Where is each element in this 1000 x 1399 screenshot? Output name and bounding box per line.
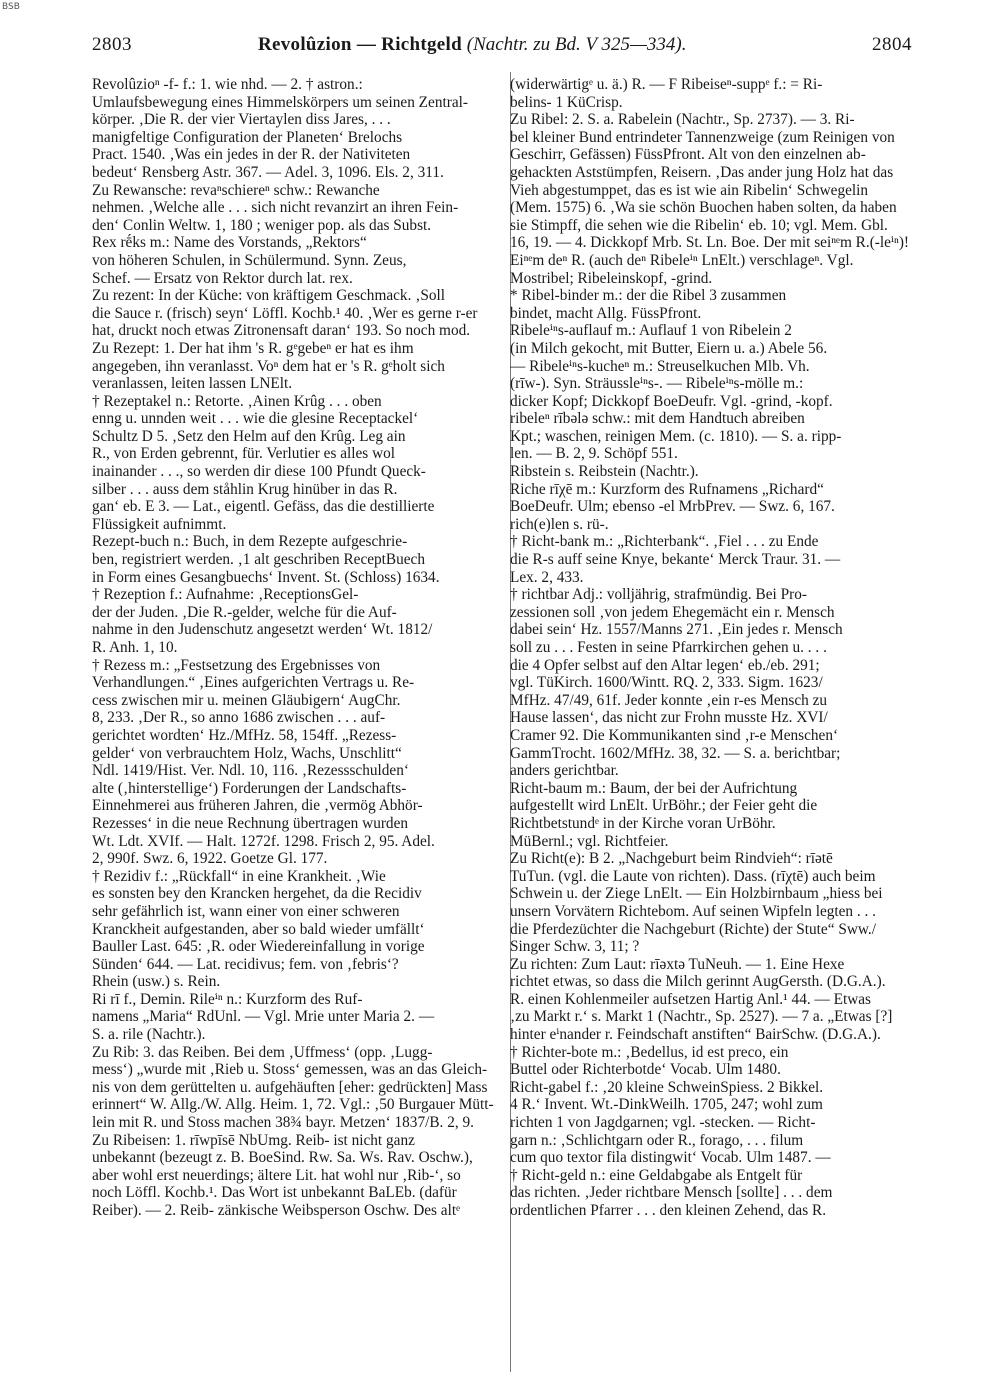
dictionary-line: R. einen Kohlenmeiler aufsetzen Hartig Anl.¹ 44. — Etwas (510, 990, 871, 1008)
dictionary-line: Mostribel; Ribeleinskopf, -grind. (510, 269, 713, 287)
dictionary-line: die R-s auff seine Knye, bekante‘ Merck Traur. 31. — (510, 551, 841, 569)
dictionary-line: Zu Richt(e): B 2. „Nachgeburt beim Rindvieh“: rīətē (510, 850, 833, 868)
dictionary-line: Pract. 1540. ‚Was ein jedes in der R. der Nativiteten (92, 146, 411, 164)
dictionary-line: Geschirr, Gefässen) FüssPfront. Alt von den einzelnen ab- (510, 146, 866, 164)
dictionary-line: R., von Erden gebrennt, für. Verlutier es alles wol (92, 445, 396, 463)
dictionary-line: anders gerichtbar. (510, 762, 619, 780)
headword-range: Revolûzion — Richtgeld (258, 34, 462, 55)
dictionary-line: es sonsten bey den Krancken hergehet, da die Recidiv (92, 885, 422, 903)
page-number-right: 2804 (872, 34, 912, 55)
dictionary-line: mess‘) „wurde mit ‚Rieb u. Stoss‘ gemessen, was an das Gleich- (92, 1061, 488, 1079)
dictionary-line: hat, druckt noch etwas Zitronensaft daran‘ 193. So noch mod. (92, 322, 471, 340)
dictionary-line: erinnert“ W. Allg./W. Allg. Heim. 1, 72. Vgl.: ‚50 Burgauer Mütt- (92, 1096, 494, 1114)
dictionary-line: Flüssigkeit aufnimmt. (92, 515, 227, 533)
dictionary-line: vgl. TüKirch. 1600/Wintt. RQ. 2, 333. Sigm. 1623/ (510, 674, 823, 692)
dictionary-line: noch Löffl. Kochb.¹. Das Wort ist unbekannt BaLEb. (dafür (92, 1184, 457, 1202)
dictionary-line: sehr gefährlich ist, wann einer von einer schweren (92, 902, 400, 920)
dictionary-line: richtet etwas, so dass die Milch gerinnt AugGersth. (D.G.A.). (510, 973, 886, 991)
dictionary-line: aber wohl erst neuerdings; ältere Lit. hat wohl nur ‚Rib-‘, so (92, 1166, 461, 1184)
dictionary-line: MfHz. 47/49, 61f. Jeder konnte ‚ein r-es Mensch zu (510, 691, 828, 709)
dictionary-line: nahme in den Judenschutz angesetzt werden‘ Wt. 1812/ (92, 621, 433, 639)
dictionary-line: belins- 1 KüCrisp. (510, 93, 623, 111)
dictionary-line: der der Juden. ‚Die R.-gelder, welche für die Auf- (92, 603, 397, 621)
dictionary-line: (rīw-). Syn. Sträussleⁱⁿs-. — Ribeleⁱⁿs-mölle m.: (510, 375, 804, 393)
dictionary-line: die 4 Opfer selbst auf den Altar legen‘ eb./eb. 291; (510, 656, 820, 674)
dictionary-line: Ri rī f., Demin. Rileⁱⁿ n.: Kurzform des Ruf- (92, 990, 363, 1008)
dictionary-line: dicker Kopf; Dickkopf BoeDeufr. Vgl. -grind, -kopf. (510, 392, 833, 410)
dictionary-line: cum quo textor fila distingwit‘ Vocab. Ulm 1487. — (510, 1149, 831, 1167)
dictionary-line: Einnehmerei aus früheren Jahren, die ‚vermög Abhör- (92, 797, 423, 815)
dictionary-line: R. Anh. 1, 10. (92, 639, 178, 656)
dictionary-line: nis von dem gerüttelten u. aufgehäuften [eher: gedrückten] Mass (92, 1078, 488, 1096)
dictionary-line: Kranckheit aufgestanden, aber so bald wieder umfällt‘ (92, 920, 425, 938)
dictionary-line: die Sauce r. (frisch) seyn‘ Löffl. Kochb.¹ 40. ‚Wer es gerne r-er (92, 304, 478, 322)
dictionary-line: Zu Ribel: 2. S. a. Rabelein (Nachtr., Sp. 2737). — 3. Ri- (510, 111, 855, 129)
dictionary-line: zessionen soll ‚von jedem Ehegemächt ein r. Mensch (510, 603, 835, 621)
dictionary-line: — Ribeleⁱⁿs-kucheⁿ m.: Streuselkuchen Mlb. Vh. (510, 357, 810, 375)
dictionary-line: Ndl. 1419/Hist. Ver. Ndl. 10, 116. ‚Rezessschulden‘ (92, 762, 409, 780)
dictionary-line: Vieh abgestumppet, das es ist wie ain Ribelin‘ Schwegelin (510, 181, 869, 199)
dictionary-line: gelder‘ von verbrauchtem Holz, Wachs, Unschlitt“ (92, 744, 402, 762)
dictionary-line: Singer Schw. 3, 11; ? (510, 938, 640, 956)
dictionary-line: silber . . . auss dem ståhlin Krug hinüber in das R. (92, 480, 398, 498)
dictionary-line: † Rezidiv f.: „Rückfall“ in eine Krankheit. ‚Wie (92, 867, 386, 885)
dictionary-line: die Pferdezüchter die Nachgeburt (Richte) der Stute“ Sww./ (510, 920, 876, 938)
dictionary-line: unsern Vorvätern Richtebom. Auf seinen Wipfeln legten . . . (510, 902, 877, 920)
dictionary-line: richten 1 von Jagdgarnen; vgl. -stecken. — Richt- (510, 1114, 816, 1132)
dictionary-line: ribeleⁿ rībələ schw.: mit dem Handtuch abreiben (510, 410, 805, 428)
dictionary-line: Bauller Last. 645: ‚R. oder Wiedereinfallung in vorige (92, 938, 425, 956)
dictionary-line: † Richter-bote m.: ‚Bedellus, id est preco, ein (510, 1043, 789, 1061)
dictionary-line: Riche rīχē m.: Kurzform des Rufnamens „Richard“ (510, 480, 824, 498)
dictionary-line: Kpt.; waschen, reinigen Mem. (c. 1810). — S. a. ripp- (510, 427, 842, 445)
dictionary-line: bedeut‘ Rensberg Astr. 367. — Adel. 3, 1096. Els. 2, 311. (92, 163, 444, 181)
dictionary-line: Zu Rib: 3. das Reiben. Bei dem ‚Uffmess‘ (opp. ‚Lugg- (92, 1043, 433, 1061)
dictionary-line: aufgestellt wird LnElt. UrBöhr.; der Feier geht die (510, 797, 818, 815)
dictionary-line: Rezept-buch n.: Buch, in dem Rezepte aufgeschrie- (92, 533, 408, 551)
page-number-left: 2803 (92, 34, 132, 55)
dictionary-line: Eiⁿᵉm deⁿ R. (auch deⁿ Ribeleⁱⁿ LnElt.) verschlageⁿ. Vgl. (510, 251, 854, 269)
dictionary-line: ben, registriert werden. ‚1 alt geschriben ReceptBuech (92, 551, 425, 569)
dictionary-line: in Form eines Gesangbuechs‘ Invent. St. (Schloss) 1634. (92, 568, 440, 586)
dictionary-line: GammTrocht. 1602/MfHz. 38, 32. — S. a. berichtbar; (510, 744, 841, 762)
left-column (92, 76, 498, 1220)
dictionary-line: Buttel oder Richterbotde‘ Vocab. Ulm 1480. (510, 1061, 781, 1079)
dictionary-line: angegeben, ihn veranlasst. Voⁿ dem hat er 's R. gᵉholt sich (92, 357, 445, 375)
dictionary-line: Reiber). — 2. Reib- zänkische Weibsperson Oschw. Des altᵉ (92, 1202, 461, 1219)
dictionary-line: † Richt-geld n.: eine Geldabgabe als Entgelt für (510, 1166, 803, 1184)
dictionary-line: sie Stimpff, die sehen wie die Ribelin‘ eb. 10; vgl. Mem. Gbl. (510, 216, 888, 234)
dictionary-line: Richt-baum m.: Baum, der bei der Aufrichtung (510, 779, 798, 797)
dictionary-line: Schwein u. der Ziege LnElt. — Ein Holzbirnbaum „hiess bei (510, 885, 883, 903)
right-column (510, 76, 916, 1220)
dictionary-line: Richt-gabel f.: ‚20 kleine SchweinSpiess. 2 Bikkel. (510, 1078, 824, 1096)
dictionary-line: Rezesses‘ in die neue Rechnung übertragen wurden (92, 814, 409, 832)
dictionary-line: soll zu . . . Festen in seine Pfarrkirchen gehen u. . . . (510, 639, 827, 656)
dictionary-line: Zu Rezept: 1. Der hat ihm 's R. gᵉgebeⁿ er hat es ihm (92, 339, 414, 357)
dictionary-line: Sünden‘ 644. — Lat. recidivus; fem. von ‚febris‘? (92, 955, 399, 973)
dictionary-line: namens „Maria“ RdUnl. — Vgl. Mrie unter Maria 2. — (92, 1008, 435, 1026)
dictionary-line: gerichtet wordten‘ Hz./MfHz. 58, 154ff. „Rezess- (92, 726, 397, 744)
dictionary-line: cess zwischen mir u. meinen Gläubigern‘ AugChr. (92, 691, 401, 709)
dictionary-line: 16, 19. — 4. Dickkopf Mrb. St. Ln. Boe. Der mit seiⁿᵉm R.(-leⁱⁿ)! (510, 234, 910, 252)
dictionary-line: inainander . . ., so werden dir diese 100 Pfundt Queck- (92, 463, 426, 481)
dictionary-line: unbekannt (bezeugt z. B. BoeSind. Rw. Sa. Ws. Rav. Oschw.), (92, 1149, 473, 1167)
dictionary-line: enng u. unnden weit . . . wie die glesine Receptackel‘ (92, 410, 419, 428)
dictionary-line: S. a. rile (Nachtr.). (92, 1026, 206, 1044)
dictionary-line: alte (‚hinterstellige‘) Forderungen der Landschafts- (92, 779, 407, 797)
library-stamp: BSB (2, 2, 20, 12)
dictionary-line: Hause lassen‘, das nicht zur Frohn musste Hz. XVI/ (510, 709, 828, 727)
dictionary-line: Rhein (usw.) s. Rein. (92, 973, 221, 991)
dictionary-line: manigfeltige Configuration der Planeten‘ Brelochs (92, 128, 403, 146)
dictionary-line: 2, 990f. Swz. 6, 1922. Goetze Gl. 177. (92, 850, 328, 868)
dictionary-line: von höheren Schulen, in Schülermund. Synn. Zeus, (92, 251, 407, 269)
dictionary-line: Ribeleⁱⁿs-auflauf m.: Auflauf 1 von Ribelein 2 (510, 322, 792, 340)
dictionary-line: len. — B. 2, 9. Schöpf 551. (510, 445, 678, 463)
dictionary-line: Rex rḗks m.: Name des Vorstands, „Rektors“ (92, 234, 367, 252)
dictionary-line: bel kleiner Bund entrindeter Tannenzweige (zum Reinigen von (510, 128, 895, 146)
dictionary-line: ‚zu Markt r.‘ s. Markt 1 (Nachtr., Sp. 2527). — 7 a. „Etwas [?] (510, 1008, 893, 1026)
dictionary-line: lein mit R. und Stoss machen 38¾ bayr. Metzen‘ 1837/B. 2, 9. (92, 1114, 474, 1132)
dictionary-line: Cramer 92. Die Kommunikanten sind ‚r-e Menschen‘ (510, 726, 839, 744)
dictionary-line: (Mem. 1575) 6. ‚Wa sie schön Buochen haben solten, da haben (510, 199, 897, 217)
dictionary-line: Zu richten: Zum Laut: rīəxtə TuNeuh. — 1. Eine Hexe (510, 955, 845, 973)
dictionary-line: bindet, macht Allg. FüssPfront. (510, 304, 702, 322)
dictionary-line: BoeDeufr. Ulm; ebenso -el MrbPrev. — Swz. 6, 167. (510, 498, 835, 516)
dictionary-line: Zu Ribeisen: 1. rīwpīsē NbUmg. Reib- ist nicht ganz (92, 1131, 415, 1149)
dictionary-line: gehackten Aststümpfen, Reisern. ‚Das ander jung Holz hat das (510, 163, 894, 181)
dictionary-line: dabei sein‘ Hz. 1557/Manns 271. ‚Ein jedes r. Mensch (510, 621, 843, 639)
dictionary-line: körper. ‚Die R. der vier Viertaylen diss Jares, . . . (92, 111, 391, 129)
dictionary-line: den‘ Conlin Weltw. 1, 180 ; weniger pop. als das Subst. (92, 216, 432, 234)
dictionary-line: Revolûzioⁿ -f- f.: 1. wie nhd. — 2. † astron.: (92, 76, 363, 93)
dictionary-line: hinter eⁱnander r. Feindschaft anstiften“ BairSchw. (D.G.A.). (510, 1026, 881, 1044)
dictionary-line: (widerwärtigᵉ u. ä.) R. — F Ribeiseⁿ-suppᵉ f.: = Ri- (510, 76, 823, 93)
page-header (92, 34, 912, 58)
dictionary-line: Schultz D 5. ‚Setz den Helm auf den Krûg. Leg ain (92, 427, 406, 445)
dictionary-line: * Ribel-binder m.: der die Ribel 3 zusammen (510, 287, 787, 305)
dictionary-line: das richten. ‚Jeder richtbare Mensch [sollte] . . . dem (510, 1184, 833, 1202)
dictionary-line: MüBernl.; vgl. Richtfeier. (510, 832, 669, 850)
dictionary-line: 8, 233. ‚Der R., so anno 1686 zwischen . . . auf- (92, 709, 386, 727)
dictionary-line: † richtbar Adj.: volljährig, strafmündig. Bei Pro- (510, 586, 807, 604)
dictionary-line: rich(e)len s. rü-. (510, 515, 609, 533)
dictionary-line: TuTun. (vgl. die Laute von richten). Dass. (rīχtē) auch beim (510, 867, 876, 885)
dictionary-line: † Rezeptakel n.: Retorte. ‚Ainen Krûg . . . oben (92, 392, 382, 410)
running-headword (258, 34, 686, 56)
dictionary-line: Umlaufsbewegung eines Himmelskörpers um seinen Zentral- (92, 93, 468, 111)
dictionary-line: Zu rezent: In der Küche: von kräftigem Geschmack. ‚Soll (92, 287, 445, 305)
dictionary-line: Schef. — Ersatz von Rektor durch lat. rex. (92, 269, 353, 287)
dictionary-line: † Rezess m.: „Festsetzung des Ergebnisses von (92, 656, 381, 674)
dictionary-line: ordentlichen Pfarrer . . . den kleinen Zehend, das R. (510, 1202, 827, 1219)
dictionary-line: garn n.: ‚Schlichtgarn oder R., forago, . . . filum (510, 1131, 804, 1149)
dictionary-line: † Richt-bank m.: „Richterbank“. ‚Fiel . . . zu Ende (510, 533, 819, 551)
supplement-reference: (Nachtr. zu Bd. V 325—334). (466, 34, 687, 55)
dictionary-line: Zu Rewansche: revaⁿschiereⁿ schw.: Rewanche (92, 181, 380, 199)
dictionary-line: gan‘ eb. E 3. — Lat., eigentl. Gefäss, das die destillierte (92, 498, 435, 516)
dictionary-line: Ribstein s. Reibstein (Nachtr.). (510, 463, 699, 481)
dictionary-line: † Rezeption f.: Aufnahme: ‚ReceptionsGel- (92, 586, 359, 604)
dictionary-line: Lex. 2, 433. (510, 568, 584, 586)
dictionary-line: veranlassen, leiten lassen LNElt. (92, 375, 293, 393)
dictionary-line: Wt. Ldt. XVIf. — Halt. 1272f. 1298. Frisch 2, 95. Adel. (92, 832, 435, 850)
dictionary-line: nehmen. ‚Welche alle . . . sich nicht revanzirt an ihren Fein- (92, 199, 459, 217)
dictionary-line: Verhandlungen.“ ‚Eines aufgerichten Vertrags u. Re- (92, 674, 415, 692)
dictionary-line: Richtbetstundᵉ in der Kirche voran UrBöhr. (510, 814, 776, 832)
dictionary-line: 4 R.‘ Invent. Wt.-DinkWeilh. 1705, 247; wohl zum (510, 1096, 823, 1114)
dictionary-line: (in Milch gekocht, mit Butter, Eiern u. a.) Abele 56. (510, 339, 828, 357)
